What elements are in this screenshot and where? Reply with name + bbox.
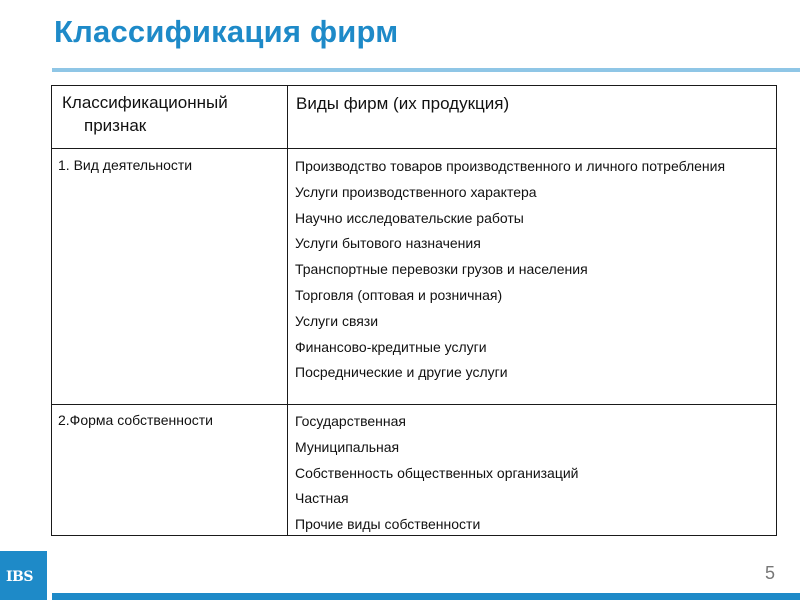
list-item: Государственная	[295, 413, 407, 429]
list-item: Собственность общественных организаций	[295, 464, 579, 481]
list-item: Муниципальная	[295, 438, 400, 455]
row-1-items	[295, 157, 771, 389]
list-item: Транспортные перевозки грузов и населения	[295, 261, 588, 278]
logo-text: IBS	[6, 569, 33, 585]
table-header-criterion	[62, 91, 282, 137]
list-item: Частная	[295, 490, 349, 507]
list-item: Прочие виды собственности	[295, 516, 481, 533]
row-1-criterion: 1. Вид деятельности	[58, 157, 193, 173]
row-2-items	[295, 412, 771, 541]
header-criterion-line2: признак	[84, 116, 147, 135]
list-item: Услуги бытового назначения	[295, 235, 481, 252]
list-item: Научно исследовательские работы	[295, 209, 524, 226]
page-title: Классификация фирм	[54, 14, 399, 49]
footer-bar	[52, 593, 800, 600]
list-item: Производство товаров производственного и личного потребления	[295, 158, 726, 174]
list-item: Торговля (оптовая и розничная)	[295, 286, 503, 303]
ibs-logo	[0, 551, 47, 600]
table-row-divider	[51, 404, 777, 405]
list-item: Услуги связи	[295, 312, 379, 329]
table-column-divider	[287, 85, 288, 536]
list-item: Услуги производственного характера	[295, 183, 537, 200]
header-criterion-line1: Классификационный	[62, 93, 228, 112]
table-header-divider	[51, 148, 777, 149]
row-2-criterion: 2.Форма собственности	[58, 412, 213, 428]
list-item: Посреднические и другие услуги	[295, 364, 508, 381]
list-item: Финансово-кредитные услуги	[295, 338, 487, 355]
table-header-kinds: Виды фирм (их продукция)	[296, 94, 510, 113]
title-underline	[52, 68, 800, 72]
page-number: 5	[765, 563, 776, 583]
